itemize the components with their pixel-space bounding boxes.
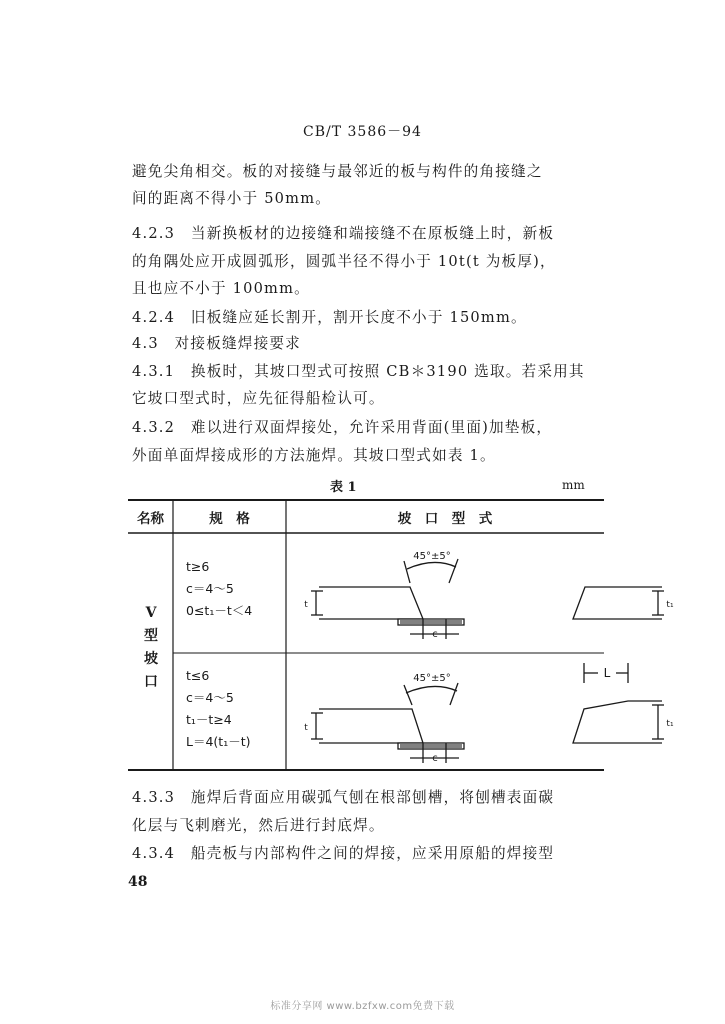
- thickness-label-t-1: t: [304, 600, 308, 610]
- gap-label-2: c: [432, 753, 438, 764]
- paragraph-line: 它坡口型式时，应先征得船检认可。: [132, 390, 385, 407]
- header-name: 名称: [137, 511, 164, 527]
- thickness-label-t1-1: t₁: [666, 600, 674, 610]
- clause-4-2-3: 4.2.3 当新换板材的边接缝和端接缝不在原板缝上时，新板: [132, 225, 555, 242]
- thickness-label-t-2: t: [304, 723, 308, 733]
- v-groove-diagram-1: [286, 533, 674, 653]
- thickness-label-t1-2: t₁: [666, 719, 674, 729]
- paragraph-line: 避免尖角相交。板的对接缝与最邻近的板与构件的角接缝之: [132, 163, 543, 180]
- clause-4-3-2: 4.3.2 难以进行双面焊接处，允许采用背面(里面)加垫板，: [132, 419, 553, 436]
- clause-4-2-4: 4.2.4 旧板缝应延长割开，割开长度不小于 150mm。: [132, 309, 527, 326]
- angle-label-1: 45°±5°: [413, 551, 451, 562]
- watermark: 标准分享网 www.bzfxw.com免费下载: [270, 1001, 455, 1012]
- header-spec: 规 格: [209, 511, 250, 527]
- clause-4-3-3: 4.3.3 施焊后背面应用碳弧气刨在根部刨槽，将刨槽表面碳: [132, 789, 555, 806]
- v-groove-diagram-2: [286, 653, 674, 770]
- gap-label-1: c: [432, 629, 438, 640]
- page-number: 48: [128, 874, 148, 890]
- section-heading-4-3: 4.3 对接板缝焊接要求: [132, 335, 301, 352]
- angle-label-2: 45°±5°: [413, 673, 451, 684]
- spec-list-1: t≥6 c＝4～5 0≤t₁－t＜4: [186, 559, 253, 618]
- header-groove: 坡 口 型 式: [397, 511, 493, 527]
- row-label-v-groove: V 型 坡 口: [144, 605, 158, 690]
- paragraph-line: 外面单面焊接成形的方法施焊。其坡口型式如表 1。: [132, 447, 496, 464]
- paragraph-line: 的角隅处应开成圆弧形，圆弧半径不得小于 10t(t 为板厚)，: [132, 253, 556, 270]
- paragraph-line: 且也应不小于 100mm。: [132, 280, 310, 297]
- spec-list-2: t≤6 c＝4～5 t₁－t≥4 L＝4(t₁－t): [186, 668, 251, 749]
- taper-length-label: L: [603, 666, 611, 680]
- table-unit: mm: [562, 478, 585, 492]
- paragraph-line: 间的距离不得小于 50mm。: [132, 190, 332, 207]
- clause-4-3-4: 4.3.4 船壳板与内部构件之间的焊接，应采用原船的焊接型: [132, 845, 555, 862]
- paragraph-line: 化层与飞剌磨光，然后进行封底焊。: [132, 817, 385, 834]
- table-caption: 表 1: [330, 480, 357, 495]
- clause-4-3-1: 4.3.1 换板时，其坡口型式可按照 CB＊3190 选取。若采用其: [132, 363, 585, 380]
- page-header: CB/T 3586－94: [303, 124, 422, 140]
- groove-table: [128, 499, 674, 771]
